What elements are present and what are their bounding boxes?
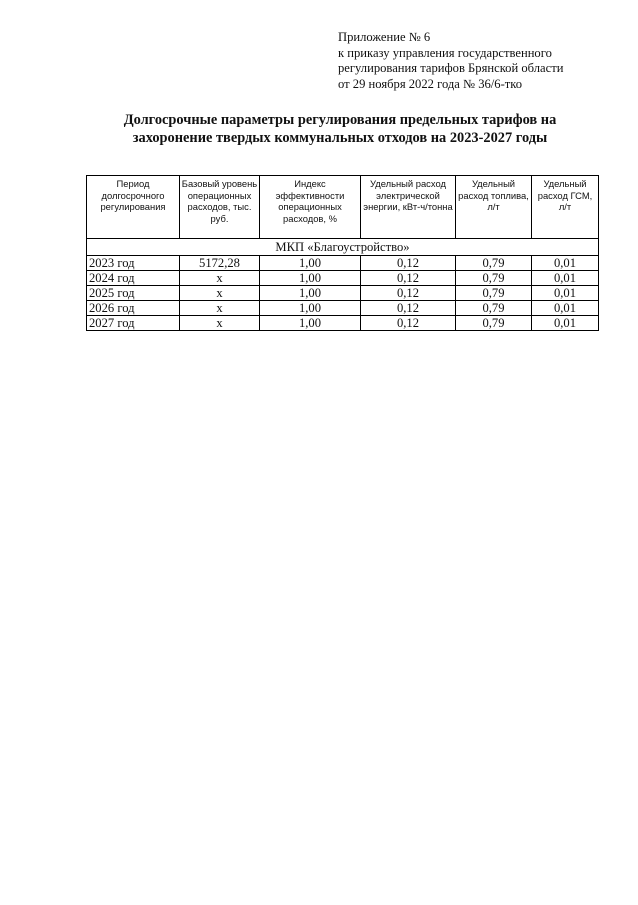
cell-lubricants: 0,01 bbox=[532, 256, 599, 271]
cell-fuel: 0,79 bbox=[456, 256, 532, 271]
document-title bbox=[90, 112, 590, 147]
cell-electricity: 0,12 bbox=[361, 286, 456, 301]
cell-fuel: 0,79 bbox=[456, 271, 532, 286]
cell-fuel: 0,79 bbox=[456, 286, 532, 301]
cell-efficiency-index: 1,00 bbox=[260, 301, 361, 316]
appendix-authority: регулирования тарифов Брянской области bbox=[338, 61, 564, 75]
appendix-header bbox=[338, 30, 628, 92]
table-row bbox=[87, 256, 599, 271]
tariff-parameters-table bbox=[86, 175, 599, 331]
cell-efficiency-index: 1,00 bbox=[260, 271, 361, 286]
cell-electricity: 0,12 bbox=[361, 256, 456, 271]
header-efficiency-index: Индекс эффективности операционных расходов, % bbox=[260, 176, 361, 239]
cell-lubricants: 0,01 bbox=[532, 286, 599, 301]
cell-fuel: 0,79 bbox=[456, 301, 532, 316]
appendix-order-ref: к приказу управления государственного bbox=[338, 45, 552, 60]
header-electricity-consumption: Удельный расход электрической энергии, кВт-ч/тонна bbox=[361, 176, 456, 239]
group-row bbox=[87, 239, 599, 256]
cell-efficiency-index: 1,00 bbox=[260, 256, 361, 271]
cell-period: 2025 год bbox=[87, 286, 180, 301]
document-title-line-1: Долгосрочные параметры регулирования предельных тарифов на bbox=[123, 112, 557, 128]
table-row bbox=[87, 316, 599, 331]
cell-electricity: 0,12 bbox=[361, 301, 456, 316]
organization-name: МКП «Благоустройство» bbox=[87, 239, 599, 256]
cell-efficiency-index: 1,00 bbox=[260, 316, 361, 331]
cell-base-opex: x bbox=[180, 286, 260, 301]
cell-period: 2027 год bbox=[87, 316, 180, 331]
cell-base-opex: 5172,28 bbox=[180, 256, 260, 271]
cell-period: 2023 год bbox=[87, 256, 180, 271]
cell-period: 2024 год bbox=[87, 271, 180, 286]
cell-base-opex: x bbox=[180, 301, 260, 316]
appendix-date-number: от 29 ноября 2022 года № 36/6-тко bbox=[338, 76, 523, 91]
table-row bbox=[87, 271, 599, 286]
cell-efficiency-index: 1,00 bbox=[260, 286, 361, 301]
cell-lubricants: 0,01 bbox=[532, 271, 599, 286]
cell-base-opex: x bbox=[180, 271, 260, 286]
header-fuel-consumption: Удельный расход топлива, л/т bbox=[456, 176, 532, 239]
cell-fuel: 0,79 bbox=[456, 316, 532, 331]
cell-lubricants: 0,01 bbox=[532, 316, 599, 331]
document-title-line-2: захоронение твердых коммунальных отходов на 2023-2027 годы bbox=[132, 129, 548, 146]
header-base-opex: Базовый уровень операционных расходов, тыс. руб. bbox=[180, 176, 260, 239]
header-lubricants-consumption: Удельный расход ГСМ, л/т bbox=[532, 176, 599, 239]
table-header-row bbox=[87, 176, 599, 239]
cell-electricity: 0,12 bbox=[361, 316, 456, 331]
cell-base-opex: x bbox=[180, 316, 260, 331]
header-period: Период долгосрочного регулирования bbox=[87, 176, 180, 239]
cell-period: 2026 год bbox=[87, 301, 180, 316]
table-row bbox=[87, 286, 599, 301]
cell-lubricants: 0,01 bbox=[532, 301, 599, 316]
table-row bbox=[87, 301, 599, 316]
cell-electricity: 0,12 bbox=[361, 271, 456, 286]
appendix-number: Приложение № 6 bbox=[338, 30, 431, 44]
